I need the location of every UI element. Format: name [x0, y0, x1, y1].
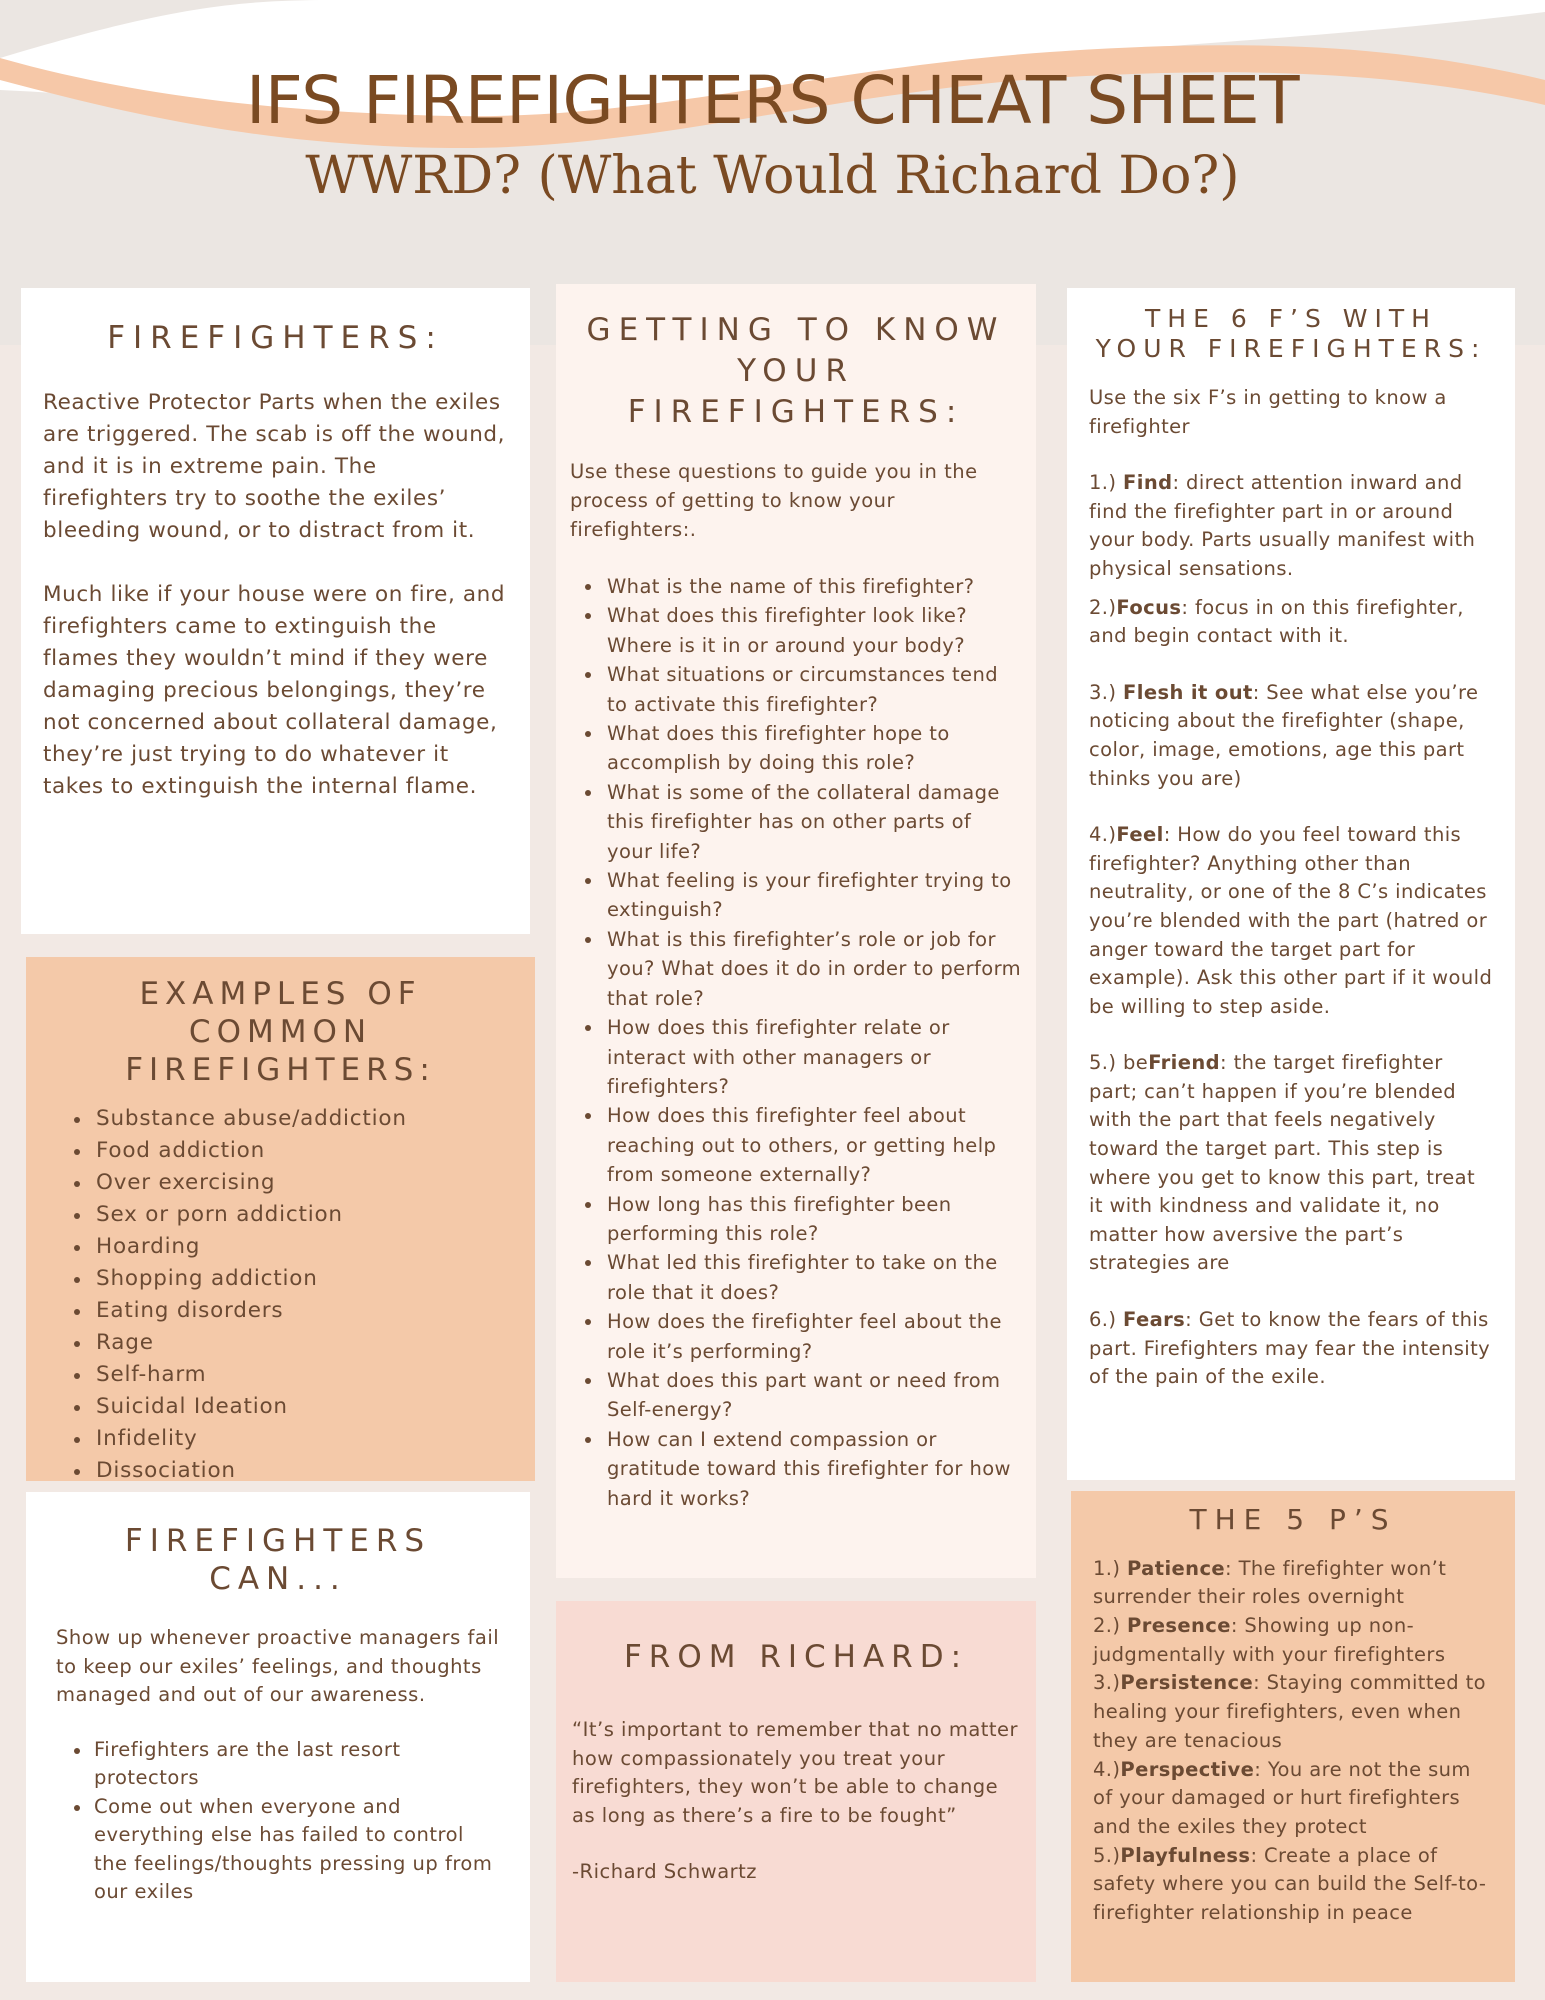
question-item: How long has this firefighter been performing this role?: [607, 1190, 1022, 1249]
list-item: Come out when everyone and everything else has failed to control the feelings/thoughts pressing up from our exiles: [94, 1793, 500, 1907]
list-item: Rage: [96, 1327, 515, 1359]
examples-panel: [26, 957, 535, 1481]
step-fears: 6.) Fears: Get to know the fears of this part. Firefighters may fear the intensity of the pain of the exile.: [1089, 1308, 1491, 1389]
list-item: Dissociation: [96, 1455, 515, 1487]
questions-list: [570, 572, 1022, 1513]
question-item: What led this firefighter to take on the role that it does?: [607, 1248, 1022, 1307]
firefighters-analogy: Much like if your house were on fire, and firefighters came to extinguish the flames they wouldn’t mind if they were damaging precious belongings, they’re not concerned about collateral damage, they’re just trying to do whatever it takes to extinguish the internal flame.: [43, 582, 506, 800]
question-item: What does this part want or need from Self-energy?: [607, 1366, 1022, 1425]
list-item: Sex or porn addiction: [96, 1199, 515, 1231]
getting-to-know-heading: GETTING TO KNOW YOUR FIREFIGHTERS:: [586, 312, 1006, 430]
p-item-patience: 1.) Patience: The firefighter won’t surrender their roles overnight: [1093, 1556, 1447, 1609]
list-item: Self-harm: [96, 1359, 515, 1391]
list-item: Food addiction: [96, 1135, 515, 1167]
getting-to-know-panel: [556, 284, 1036, 1578]
step-befriend: 5.) beFriend: the target firefighter part; can’t happen if you’re blended with the part that feels negatively toward the target part. This step is where you get to know this part, treat it with kindness and validate it, no matter how aversive the part’s strategies are: [1089, 1051, 1476, 1275]
list-item: Eating disorders: [96, 1295, 515, 1327]
question-item: What is the name of this firefighter?: [607, 572, 1022, 601]
firefighters-heading: FIREFIGHTERS:: [107, 320, 444, 356]
list-item: Suicidal Ideation: [96, 1391, 515, 1423]
six-fs-heading: THE 6 F’S WITH YOUR FIREFIGHTERS:: [1095, 304, 1487, 363]
firefighters-description: Reactive Protector Parts when the exiles are triggered. The scab is off the wound, and it is in extreme pain. The firefighters try to soothe the exiles’ bleeding wound, or to distract from it.: [43, 390, 506, 544]
richard-quote: “It’s important to remember that no matter how compassionately you treat your firefighters, they won’t be able to change as long as there’s a fire to be fought”: [572, 1718, 1019, 1827]
examples-list: [46, 1103, 515, 1487]
five-ps-heading: THE 5 P’S: [1189, 1503, 1397, 1536]
p-item-playfulness: 5.)Playfulness: Create a place of safety where you can build the Self-to-firefighter relationship in peace: [1093, 1843, 1487, 1925]
from-richard-heading: FROM RICHARD:: [623, 1639, 969, 1675]
question-item: How can I extend compassion or gratitude toward this firefighter for how hard it works?: [607, 1425, 1022, 1513]
list-item: Shopping addiction: [96, 1263, 515, 1295]
five-ps-list: [1093, 1555, 1493, 1928]
six-fs-intro: Use the six F’s in getting to know a firefighter: [1089, 386, 1447, 438]
page-subtitle: WWRD? (What Would Richard Do?): [305, 146, 1240, 206]
firefighters-can-panel: [26, 1492, 530, 1982]
step-feel: 4.)Feel: How do you feel toward this firefighter? Anything other than neutrality, or one of the 8 C’s indicates you’re blended with the part (hatred or anger toward the target part for example). Ask this other part if it would be willing to step aside.: [1089, 823, 1493, 1018]
six-fs-panel: [1067, 288, 1515, 1480]
question-item: How does this firefighter feel about reaching out to others, or getting help from someone externally?: [607, 1101, 1022, 1189]
examples-heading: EXAMPLES OF COMMON FIREFIGHTERS:: [125, 976, 436, 1088]
question-item: What does this firefighter look like? Where is it in or around your body?: [607, 601, 1022, 660]
firefighters-can-list: [56, 1736, 500, 1907]
question-item: How does this firefighter relate or interact with other managers or firefighters?: [607, 1013, 1022, 1101]
list-item: Infidelity: [96, 1423, 515, 1455]
page-title: IFS FIREFIGHTERS CHEAT SHEET: [245, 62, 1300, 139]
list-item: Over exercising: [96, 1167, 515, 1199]
p-item-perspective: 4.)Perspective: You are not the sum of your damaged or hurt firefighters and the exiles they protect: [1093, 1757, 1471, 1838]
step-focus: 2.)Focus: focus in on this firefighter, and begin contact with it.: [1089, 595, 1464, 648]
step-find: 1.) Find: direct attention inward and find the firefighter part in or around your body. Parts usually manifest with physical sensations.: [1089, 471, 1476, 580]
question-item: What does this firefighter hope to accomplish by doing this role?: [607, 719, 1022, 778]
quote-author: -Richard Schwartz: [572, 1860, 758, 1884]
firefighters-panel: [21, 288, 530, 934]
list-item: Substance abuse/addiction: [96, 1103, 515, 1135]
step-flesh-it-out: 3.) Flesh it out: See what else you’re noticing about the firefighter (shape, color, image, emotions, age this part thinks you are): [1089, 680, 1479, 790]
question-item: What situations or circumstances tend to activate this firefighter?: [607, 660, 1022, 719]
getting-to-know-intro: Use these questions to guide you in the process of getting to know your firefighters:.: [570, 460, 978, 541]
question-item: What feeling is your firefighter trying to extinguish?: [607, 866, 1022, 925]
list-item: Firefighters are the last resort protectors: [94, 1736, 500, 1793]
list-item: Hoarding: [96, 1231, 515, 1263]
p-item-persistence: 3.)Persistence: Staying committed to healing your firefighters, even when they are tenacious: [1093, 1671, 1487, 1752]
question-item: What is some of the collateral damage this firefighter has on other parts of your life?: [607, 778, 1022, 866]
firefighters-can-heading: FIREFIGHTERS CAN...: [124, 1523, 432, 1597]
from-richard-panel: [556, 1601, 1036, 1982]
firefighters-can-intro: Show up whenever proactive managers fail to keep our exiles’ feelings, and thoughts managed and out of our awareness.: [56, 1626, 500, 1706]
question-item: How does the firefighter feel about the role it’s performing?: [607, 1307, 1022, 1366]
five-ps-panel: [1071, 1491, 1515, 1982]
p-item-presence: 2.) Presence: Showing up non-judgmentally with your firefighters: [1093, 1614, 1446, 1666]
question-item: What is this firefighter’s role or job for you? What does it do in order to perform that role?: [607, 925, 1022, 1013]
